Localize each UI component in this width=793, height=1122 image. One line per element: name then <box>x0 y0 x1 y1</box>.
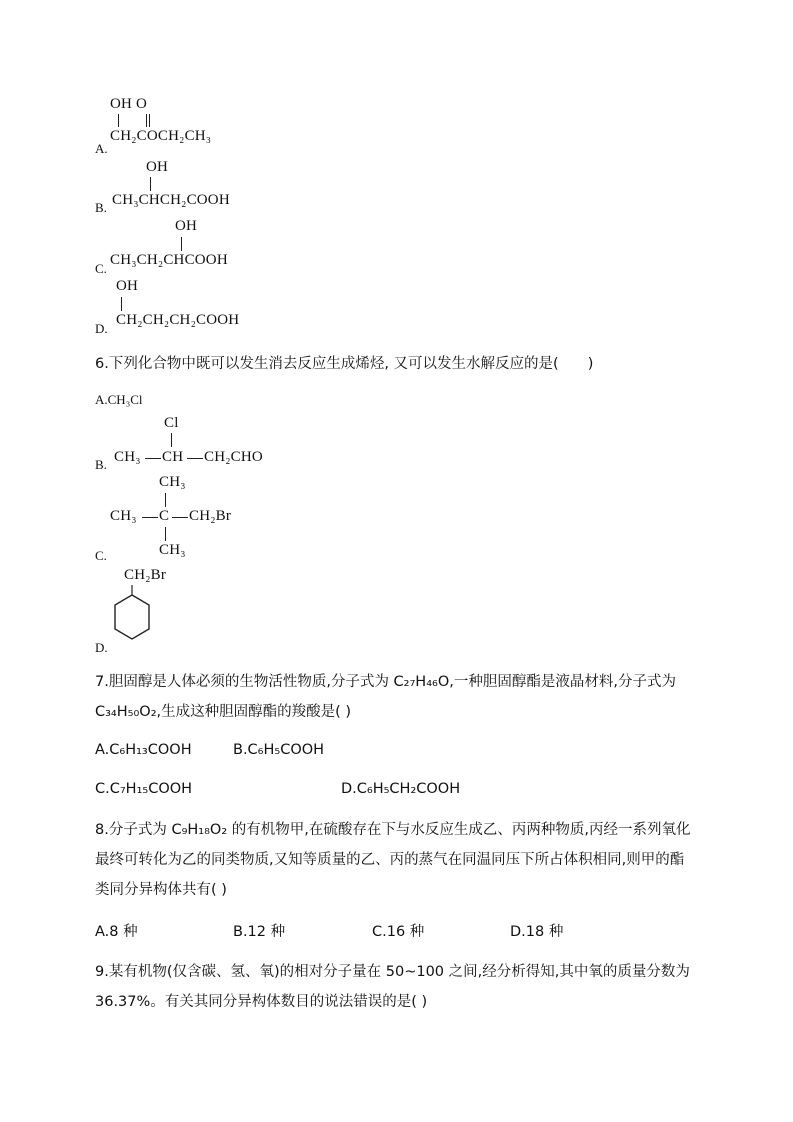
q5d-main-chain: CH₂CH₂CH₂COOH <box>116 312 240 328</box>
q6c-bond-bottom <box>165 527 166 541</box>
q6c-bond-top <box>165 493 166 507</box>
q7-stem-line2: C₃₄H₅₀O₂,生成这种胆固醇酯的羧酸是( ) <box>95 704 352 720</box>
q6c-bottom-group: CH₃ <box>159 542 186 558</box>
q5a-top-groups: OH O <box>110 96 148 112</box>
q5b-main-chain: CH₃CHCH₂COOH <box>112 192 230 208</box>
q6d-label: D. <box>95 640 108 655</box>
q8-stem-line1: 8.分子式为 C₉H₁₈O₂ 的有机物甲,在硫酸存在下与水反应生成乙、丙两种物质,丙经一系列氧化 <box>95 822 691 838</box>
q5b-top-group: OH <box>146 159 169 175</box>
q6b-c3: CH₂CHO <box>204 449 263 465</box>
q5c-label: C. <box>95 261 107 276</box>
q6b-bond-h1 <box>145 458 161 459</box>
q9-stem-line2: 36.37%。有关其同分异构体数目的说法错误的是( ) <box>95 994 428 1010</box>
q6c-c1: CH₃ <box>110 508 137 524</box>
q5a-bond-o2 <box>149 114 150 127</box>
q5b-label: B. <box>95 200 107 215</box>
q8-option-c: C.16 种 <box>372 924 425 940</box>
q6c-c2: C <box>159 508 170 524</box>
q5c-bond <box>181 237 182 251</box>
q5a-bond-o1 <box>146 114 147 127</box>
q8-option-d: D.18 种 <box>510 924 564 940</box>
q6b-top-group: Cl <box>164 415 179 431</box>
q8-stem-line3: 类同分异构体共有( ) <box>95 882 227 898</box>
q6b-bond-h2 <box>187 458 203 459</box>
q8-option-a: A.8 种 <box>95 924 138 940</box>
q8-stem-line2: 最终可转化为乙的同类物质,又知等质量的乙、丙的蒸气在同温同压下所占体积相同,则甲的酯 <box>95 852 685 868</box>
q5c-main-chain: CH₃CH₂CHCOOH <box>110 252 228 268</box>
q5c-top-group: OH <box>175 218 198 234</box>
q7-stem-line1: 7.胆固醇是人体必须的生物活性物质,分子式为 C₂₇H₄₆O,一种胆固醇酯是液晶材料,分子式为 <box>95 674 676 690</box>
q6b-c1: CH₃ <box>114 449 141 465</box>
q5a-label: A. <box>95 141 108 156</box>
q5a-main-chain: CH₂COCH₂CH₃ <box>110 128 212 144</box>
q7-option-a: A.C₆H₁₃COOH <box>95 742 192 758</box>
q5a-bond-oh <box>118 114 119 127</box>
q6b-bond-v <box>171 433 172 447</box>
q6c-top-group: CH₃ <box>159 474 186 490</box>
q9-stem-line1: 9.某有机物(仅含碳、氢、氧)的相对分子量在 50~100 之间,经分析得知,其中氧的质量分数为 <box>95 964 690 980</box>
q6c-bond-h1 <box>142 517 158 518</box>
q6d-sub-group: CH₂Br <box>124 567 167 583</box>
q7-option-d: D.C₆H₅CH₂COOH <box>341 781 461 797</box>
q7-option-c: C.C₇H₁₅COOH <box>95 781 193 797</box>
cyclohexane-ring-icon <box>112 585 152 653</box>
q6c-c3: CH₂Br <box>189 508 232 524</box>
q8-option-b: B.12 种 <box>233 924 286 940</box>
q5d-top-group: OH <box>116 278 139 294</box>
q5d-bond <box>121 297 122 311</box>
q7-option-b: B.C₆H₅COOH <box>233 742 325 758</box>
q6b-c2: CH <box>162 449 184 465</box>
q6b-label: B. <box>95 457 107 472</box>
q5d-label: D. <box>95 321 108 336</box>
q6c-label: C. <box>95 548 107 563</box>
q6c-bond-h2 <box>172 517 188 518</box>
q5b-bond <box>150 177 151 191</box>
q6-option-a: A.CH₃Cl <box>95 392 143 407</box>
q6-stem: 6.下列化合物中既可以发生消去反应生成烯烃, 又可以发生水解反应的是( ) <box>95 356 594 372</box>
